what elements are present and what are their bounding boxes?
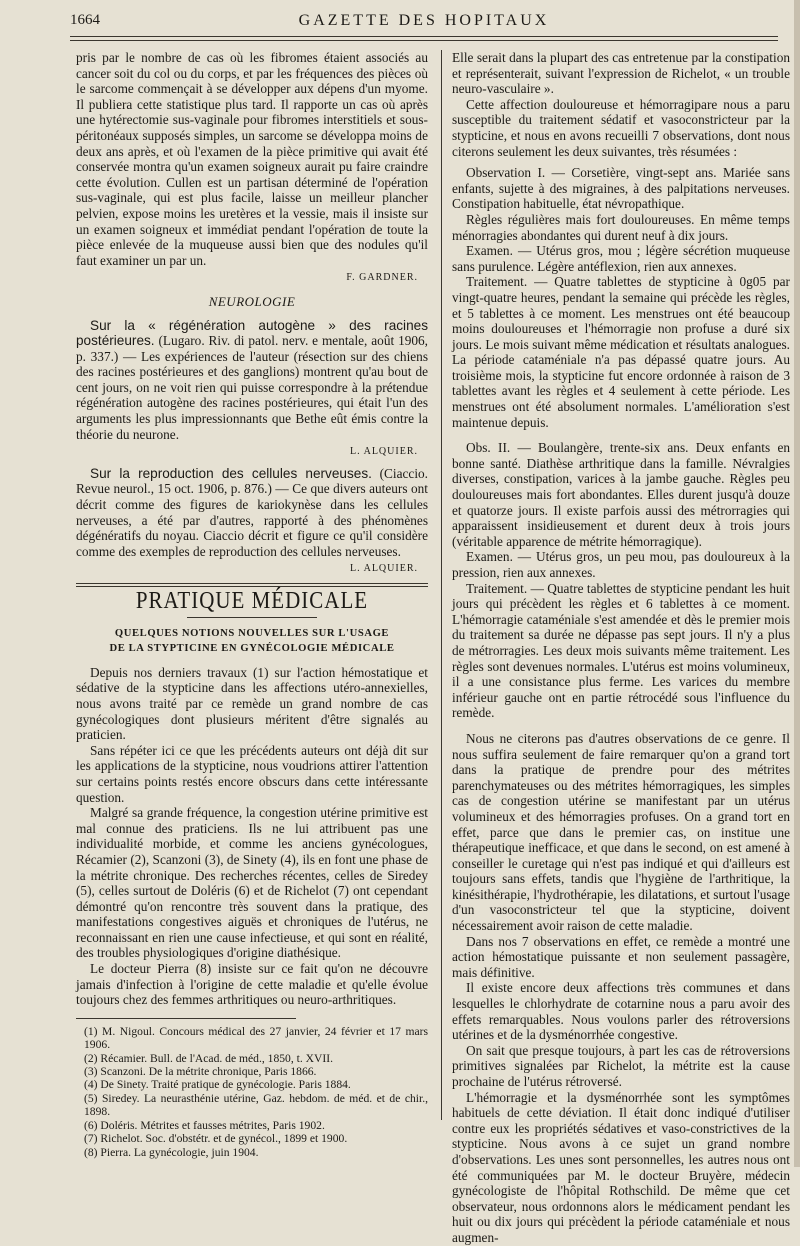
observation-2-traitement: Traitement. — Quatre tablettes de stypticine pendant les huit jours qui précèdent les règles et 6 tablettes à ce moment. L'hémorragie cataméniale s'est amendée et dès le premier mois du traitement sa durée ne dépasse pas sept jours. Il n'y a plus de métrorragies. Les deux mois suivants même traitement. Les règles sont devenues normales. L'utérus est moins volumineux, il a une consistance plus ferme. Les varices du membre inférieur gauche ont en partie rétrocédé sous l'influence du remède. <box>452 580 790 721</box>
column-divider <box>441 50 442 1120</box>
footnote-list <box>76 1025 428 1159</box>
article-title: Sur la « régénération autogène » des racines postérieures. <box>76 317 428 349</box>
footnotes <box>76 1018 296 1025</box>
right-column <box>452 50 790 1245</box>
left-column <box>76 50 428 1159</box>
paragraph: Sans répéter ici ce que les précédents auteurs ont déjà dit sur les applications de la stypticine, nous voudrions attirer l'attention sur certains points restés encore obscurs dans cette intéressante question. <box>76 742 428 805</box>
footnote: (7) Richelot. Soc. d'obstétr. et de gynécol., 1899 et 1900. <box>84 1132 348 1146</box>
header-rule <box>70 36 778 37</box>
paragraph: Cette affection douloureuse et hémorragipare nous a paru susceptible du traitement sédatif et vasoconstricteur par la stypticine, et nous en avons recueilli 7 observations, dont nous citerons seulement les deux suivantes, très résumées : <box>452 96 790 159</box>
paragraph: On sait que presque toujours, à part les cas de rétroversions primitives signalées par Richelot, la métrite est la cause prochaine de l'utérus rétroversé. <box>452 1042 790 1089</box>
footnote: (8) Pierra. La gynécologie, juin 1904. <box>84 1145 259 1159</box>
paragraph: Dans nos 7 observations en effet, ce remède a montré une action hémostatique puissante et non seulement passagère, mais définitive. <box>452 933 790 980</box>
footnote: (5) Siredey. La neurasthénie utérine, Gaz. hebdom. de méd. et de chir., 1898. <box>84 1091 428 1119</box>
paragraph: Le docteur Pierra (8) insiste sur ce fait qu'on ne découvre jamais d'infection à l'origine de cette maladie et qu'elle évolue toujours chez des femmes arthritiques ou neuro-arthritiques. <box>76 961 428 1008</box>
footnote: (2) Récamier. Bull. de l'Acad. de méd., 1850, t. XVII. <box>84 1051 334 1065</box>
title-rule <box>187 617 317 618</box>
paragraph: Nous ne citerons pas d'autres observations de ce genre. Il nous suffira seulement de faire remarquer qu'on a grand tort dans la pratique de prendre pour des métrites parenchymateuses ou des métrites hémorragiques, les simples cas de congestion utérine se manifestant par un utérus volumineux et des hémorragies profuses. On a grand tort en effet, parce que dans le premier cas, on institue une thérapeutique inefficace, et que dans le second, on est amené à conseiller le curetage qui n'est pas indiqué et qui d'ailleurs est toujours sans effets, tandis que l'hygiène de l'arthritique, la kinésithérapie, l'hydrothérapie, les dilatations, et surtout l'usage d'un vasoconstricteur tel que la stypticine, doivent nécessairement avoir raison de cette maladie. <box>452 730 790 934</box>
observation-1-traitement: Traitement. — Quatre tablettes de stypticine à 0g05 par vingt-quatre heures, pendant la semaine qui précède les règles, et 5 tablettes à ce moment. Les menstrues ont été beaucoup moins douloureuses et l'hémorragie non profuse a duré six jours. Le mois suivant même médication et résultats analogues. La période cataméniale n'a pas dépassé quatre jours. Au troisième mois, la stypticine fut encore ordonnée à raison de 3 tablettes avant les règles et 4 seulement à cette période. Les menstrues ont été absolument normales. L'amélioration s'est maintenue depuis. <box>452 274 790 430</box>
footnote: (3) Scanzoni. De la métrite chronique, Paris 1866. <box>84 1065 317 1079</box>
paragraph: Il existe encore deux affections très communes et dans lesquelles le chlorhydrate de cotarnine nous a paru avoir des effets remarquables. Nous voulons parler des rétroversions utérines et de la dysménorrhée congestive. <box>452 980 790 1043</box>
observation-2-examen: Examen. — Utérus gros, un peu mou, pas douloureux à la pression, rien aux annexes. <box>452 549 790 580</box>
observation-1-regles: Règles régulières mais fort douloureuses. En même temps ménorragies abondantes qui durent neuf à dix jours. <box>452 211 790 243</box>
section-title-pratique-medicale: PRATIQUE MÉDICALE <box>135 586 369 614</box>
footnote: (1) M. Nigoul. Concours médical des 27 janvier, 24 février et 17 mars 1906. <box>84 1024 428 1052</box>
article-reproduction <box>76 466 428 560</box>
gynecology-article-end: pris par le nombre de cas où les fibromes étaient associés au cancer soit du col ou du corps, et par les fréquences des pièces où le sarcome commençait à se développer aux dépens d'un myome. Il publiera cette statistique plus tard. Il rapporte un cas où après une hytérectomie sus-vaginale pour fibromes interstitiels et sous-péritonéaux supposés simples, un sarcome se développa moins de deux ans après, et où l'examen de la pièce primitive qui avait été conservée montra qu'un examen soigneux aurait pu faire craindre cette évolution. Cullen est un partisan déterminé de l'opération sus-vaginale, qui est plus facile, laisse un meilleur plancher pelvien, expose moins les uretères et la vessie, mais il insiste sur un examen soigneux et immédiat pendant l'opération de toute la pièce enlevée de la muqueuse aussi bien que des nodules qu'il faut examiner un par un. <box>76 50 428 268</box>
page-edge-strip <box>794 0 800 1167</box>
footnote: (4) De Sinety. Traité pratique de gynécologie. Paris 1884. <box>84 1078 351 1092</box>
observation-1-examen: Examen. — Utérus gros, mou ; légère sécrétion muqueuse sans purulence. Légère antéflexion, rien aux annexes. <box>452 243 790 274</box>
observation-2: Obs. II. — Boulangère, trente-six ans. Deux enfants en bonne santé. Diathèse arthritique dans la famille. Névralgies diverses, constipation, varices à la jambe gauche. Règles peu douloureuses mais fort abondantes. Elles durent jusqu'à douze et quatorze jours. Il existe parfois aussi des métrorragies qui apparaissent insidieusement et durent deux à trois jours (véritable apparence de métrite hémorragique). <box>452 440 790 549</box>
author-signature: L. ALQUIER. <box>350 563 418 575</box>
paragraph: Elle serait dans la plupart des cas entretenue par la constipation et représenterait, suivant l'expression de Richelot, « un trouble neuro-vasculaire ». <box>452 50 790 97</box>
author-signature: F. GARDNER. <box>346 272 418 284</box>
page-header <box>70 12 778 34</box>
observation-1: Observation I. — Corsetière, vingt-sept ans. Mariée sans enfants, sujette à des migraines, à des palpitations nerveuses. Constipation habituelle, état névropathique. <box>452 165 790 212</box>
paragraph: Malgré sa grande fréquence, la congestion utérine primitive est mal connue des praticiens. Ils ne lui attribuent pas une individualité morbide, et comme les anciens gynécologues, Récamier (2), Scanzoni (3), de Sinety (4), ils en font une phase de la métrite chronique. Des recherches récentes, celles de Siredey (5), celles surtout de Doléris (6) et de Richelot (7) ont cependant démontré qu'on rencontre très souvent dans la pratique, des manifestations congestives aiguës et chroniques de l'utérus, ne reconnaissant en rien une cause infectieuse, et qui sont en réalité, des troubles physiologiques d'origine diathésique. <box>76 805 428 961</box>
section-heading-neurologie: NEUROLOGIE <box>208 293 296 309</box>
article-subtitle-line2: DE LA STYPTICINE EN GYNÉCOLOGIE MÉDICALE <box>109 643 395 655</box>
paragraph: L'hémorragie et la dysménorrhée sont les symptômes habituels de cette déviation. Il était donc indiqué d'utiliser contre eux les propriétés sédatives et vaso-constrictives de la stypticine. Nous avons à ce sujet un grand nombre d'observations. Les unes sont personnelles, les autres nous ont été communiquées par M. le docteur Bruyère, médecin gynécologiste de l'hôpital Rothschild. De même que cet observateur, nous ordonnons alors le médicament pendant les huit ou dix jours qui précèdent la période cataméniale et nous augmen- <box>452 1089 790 1245</box>
paragraph: Depuis nos derniers travaux (1) sur l'action hémostatique et sédative de la stypticine dans les affections utéro-annexielles, nous avons traité par ce remède un grand nombre de cas gynécologiques dont plusieurs méritent d'être signalés au praticien. <box>76 664 428 743</box>
article-title: Sur la reproduction des cellules nerveuses. <box>90 465 372 481</box>
footnote: (6) Doléris. Métrites et fausses métrites, Paris 1902. <box>84 1118 325 1132</box>
article-regeneration <box>76 318 428 443</box>
article-body: (Ciaccio. Revue neurol., 15 oct. 1906, p. 876.) — Ce que divers auteurs ont décrit comme des figures de kariokynèse dans les cellules nerveuses, a été par d'autres, rapporté à des phénomènes dégénératifs du noyau. Ciaccio décrit et figure ce qu'il considère comme des exemples de reproduction des cellules nerveuses. <box>76 465 428 559</box>
header-rule-secondary <box>70 40 778 41</box>
article-subtitle-line1: QUELQUES NOTIONS NOUVELLES SUR L'USAGE <box>114 627 390 639</box>
page-number: 1664 <box>70 12 100 28</box>
article-body: (Lugaro. Riv. di patol. nerv. e mentale, août 1906, p. 337.) — Les expériences de l'auteur (résection sur des chiens des racines postérieures et des ganglions) montrent qu'au bout de cent jours, on ne voit rien qui puisse correspondre à la prétendue régénération autogène des racines postérieures, qui était l'un des arguments les plus impressionnants que Bethe eût émis contre la théorie du neurone. <box>76 333 428 442</box>
author-signature: L. ALQUIER. <box>350 446 418 458</box>
journal-title: GAZETTE DES HOPITAUX <box>298 12 550 29</box>
